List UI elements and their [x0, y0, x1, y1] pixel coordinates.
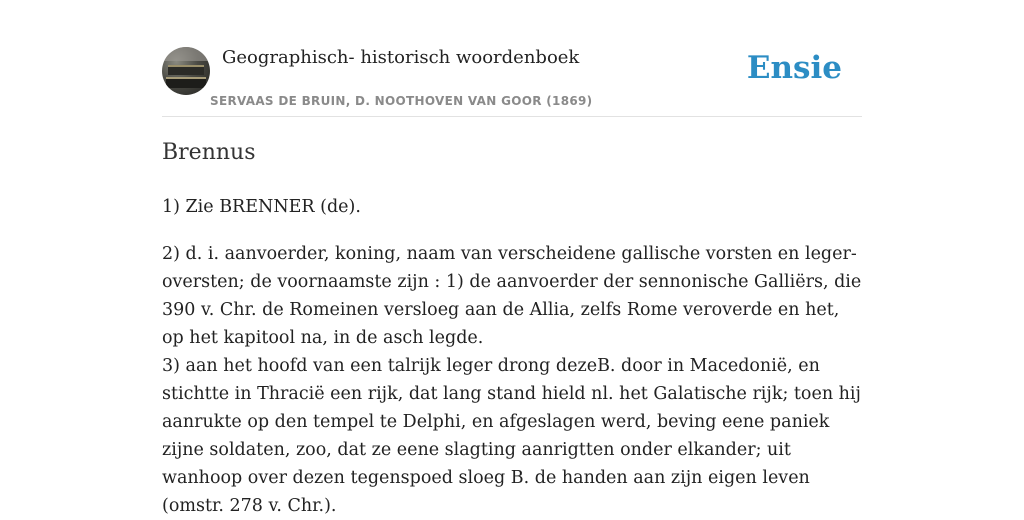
book-title-link[interactable]: Geographisch- historisch woordenboek — [222, 47, 580, 68]
avatar-book-spine — [166, 77, 206, 88]
book-cover-avatar[interactable] — [162, 47, 210, 95]
book-author: SERVAAS DE BRUIN, D. NOOTHOVEN VAN GOOR (1869) — [210, 94, 593, 108]
entry-paragraph: 3) aan het hoofd van een talrijk leger drong dezeB. door in Macedonië, en stichtte in Thracië een rijk, dat lang stand hield nl. het Galatische rijk; toen hij aanrukte op den tempel te Delphi, en afgeslagen werd, beving eene paniek zijne soldaten, zoo, dat ze eene slagting aanrigtten onder elkander; uit wanhoop over dezen tegenspoed sloeg B. de handen aan zijn eigen leven (omstr. 278 v. Chr.). — [162, 356, 861, 516]
avatar-shade — [162, 47, 210, 61]
avatar-book-spine — [168, 65, 204, 75]
source-header — [162, 42, 862, 117]
entry-body — [162, 193, 862, 520]
entry-paragraph: 2) d. i. aanvoerder, koning, naam van verscheidene gallische vorsten en leger-oversten; de voornaamste zijn : 1) de aanvoerder der sennonische Galliërs, die 390 v. Chr. de Romeinen versloeg aan de Allia, zelfs Rome veroverde en het, op het kapitool na, in de asch legde. — [162, 244, 862, 348]
entry-headword: Brennus — [162, 140, 256, 165]
brand-logo-link[interactable]: Ensie — [746, 50, 842, 86]
entry-paragraph: 1) Zie BRENNER (de). — [162, 197, 361, 217]
